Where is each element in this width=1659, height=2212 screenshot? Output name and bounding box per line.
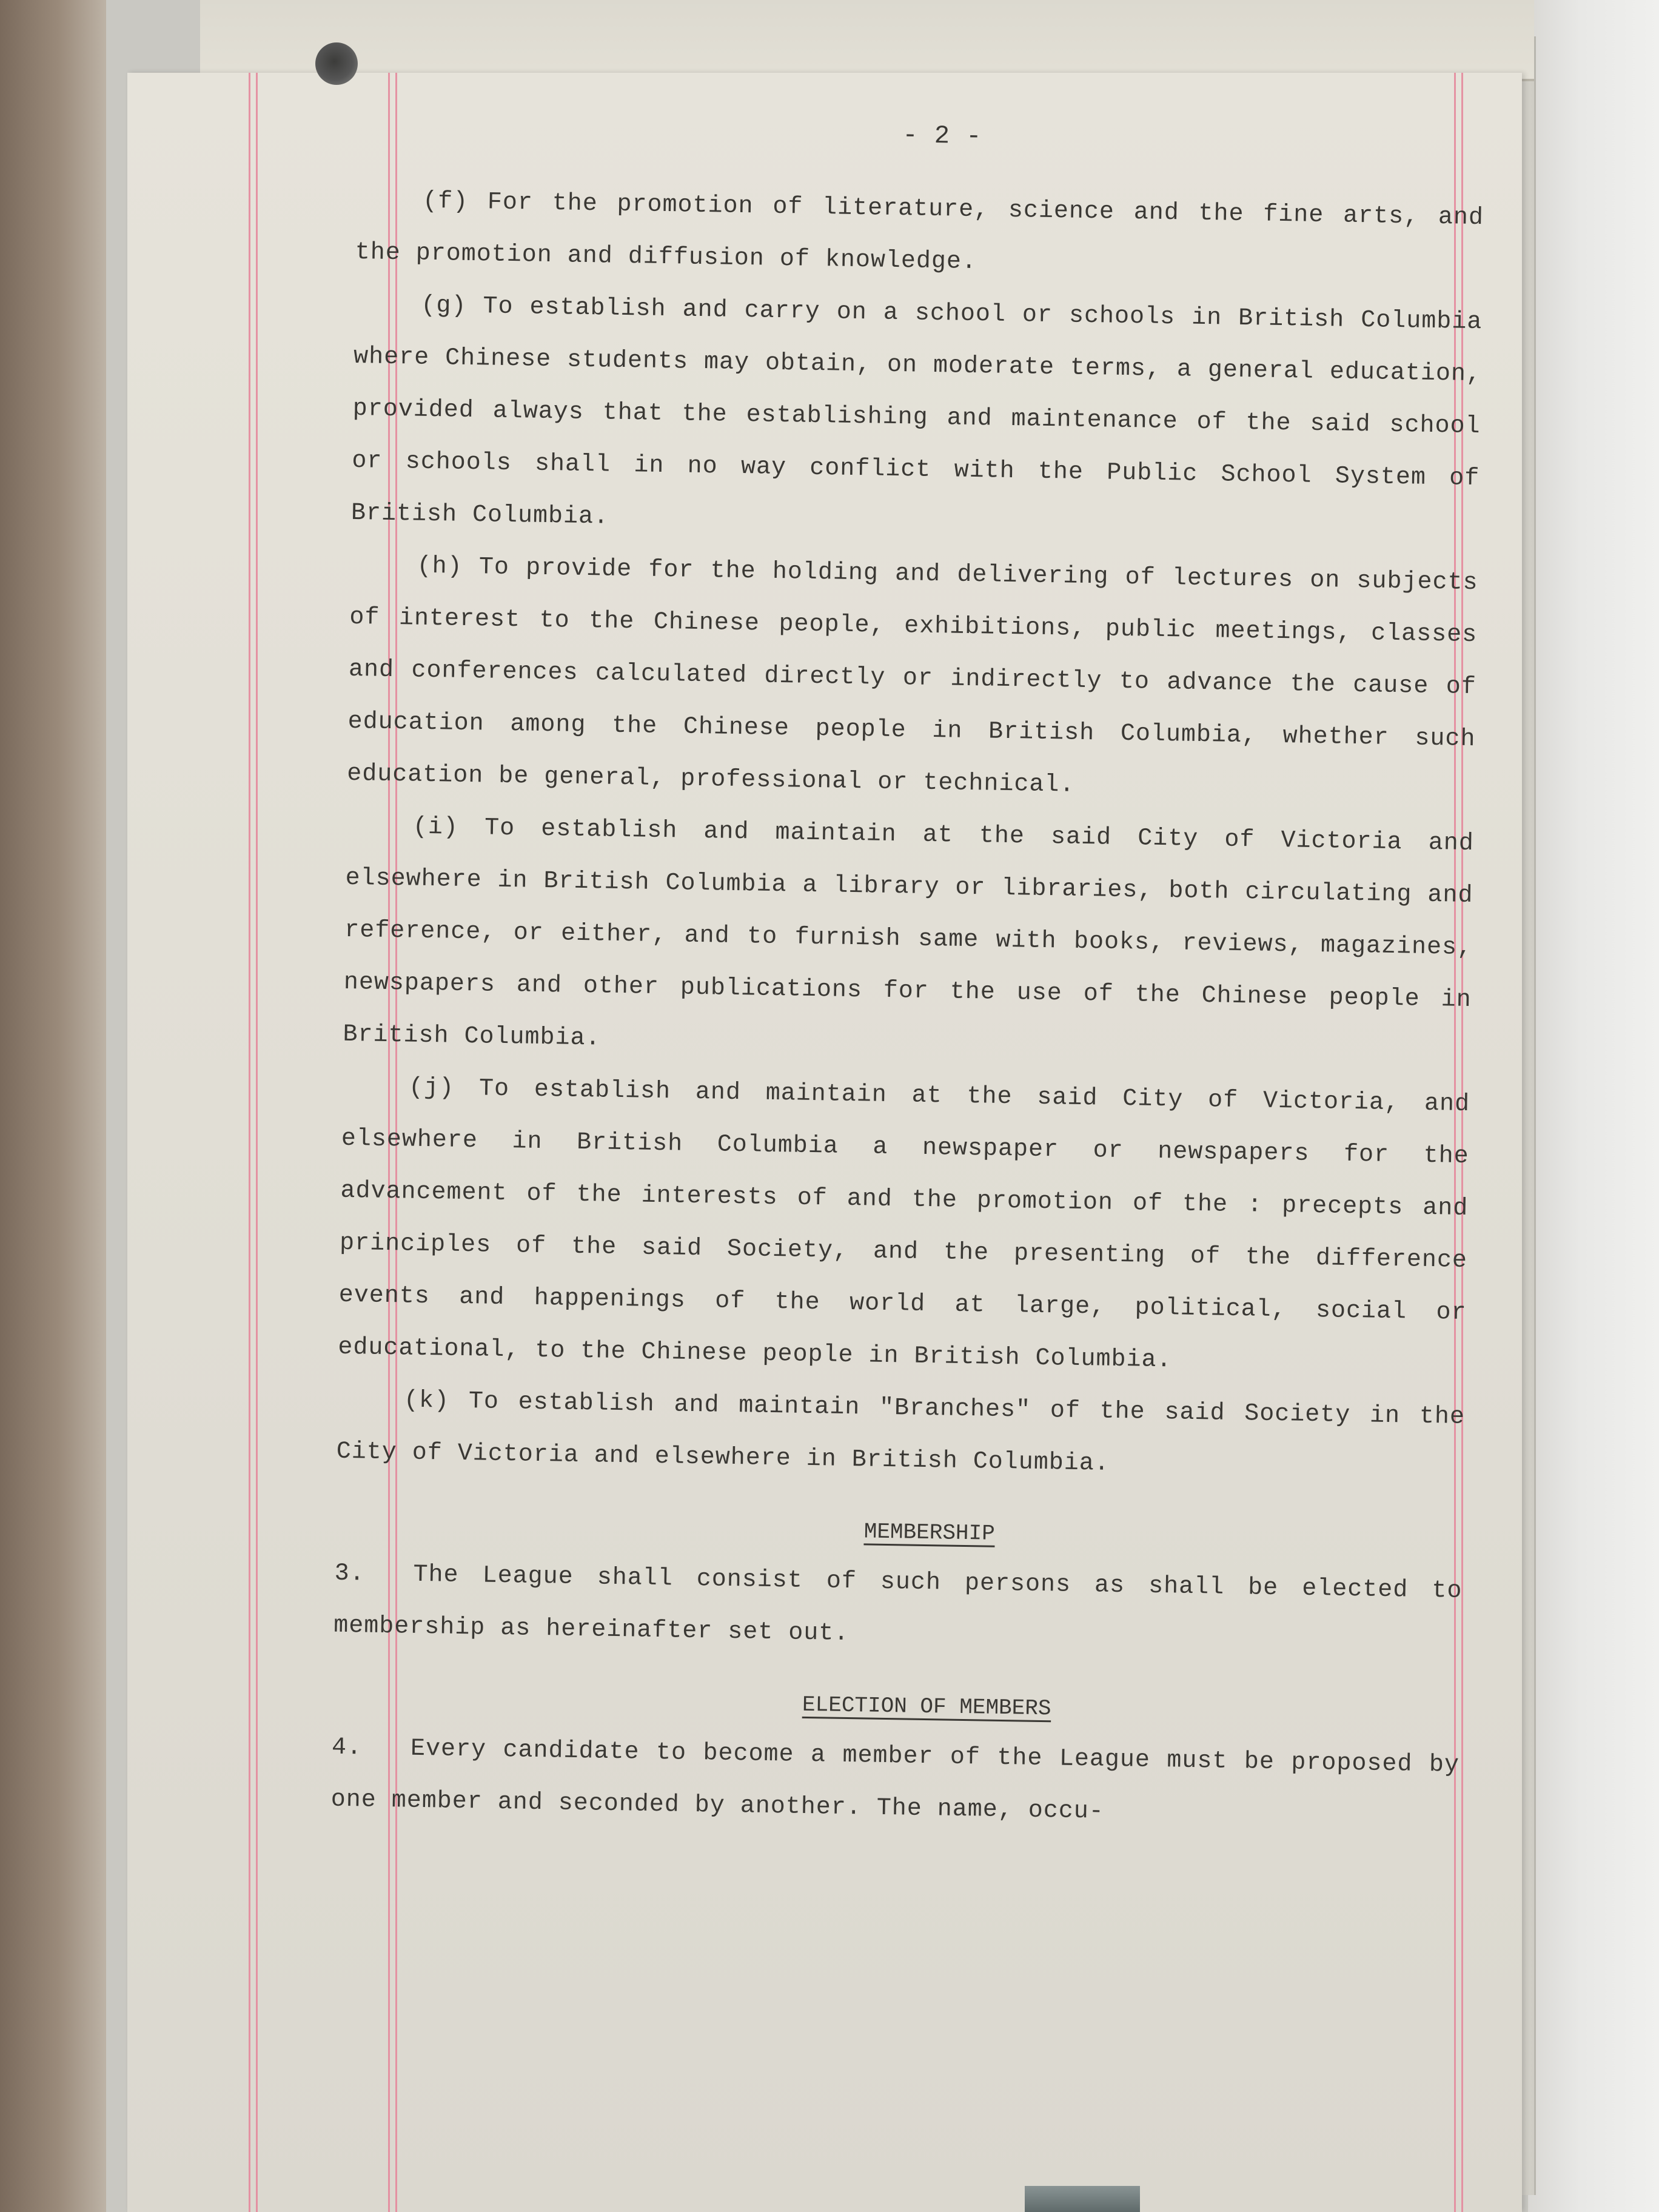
- section-heading-election: ELECTION OF MEMBERS: [802, 1692, 1051, 1721]
- paragraph-f-text: (f) For the promotion of literature, science and the fine arts, and the promotion and diffusion of knowledge.: [355, 187, 1484, 276]
- section-3-number: 3.: [334, 1560, 365, 1588]
- margin-rule-left-outer: [249, 73, 250, 2212]
- section-heading-membership: MEMBERSHIP: [863, 1519, 996, 1546]
- paragraph-i-text: (i) To establish and maintain at the said City of Victoria and elsewhere in British Columbia a library or libraries, both circulating and reference, or either, and to furnish same with books, reviews, magazines, newspapers and other publications for the use of the Chinese people in British Columbia.: [343, 813, 1475, 1053]
- paragraph-h-text: (h) To provide for the holding and delivering of lectures on subjects of interest to the Chinese people, exhibitions, public meetings, classes and conferences calculated directly or indirectly to advance the cause of education among the Chinese people in British Columbia, whether such education be general, professional or technical.: [346, 552, 1478, 799]
- margin-rule-left-outer-2: [256, 73, 258, 2212]
- section-4-text: Every candidate to become a member of the League must be proposed by one member and seconded by another. The name, occu-: [330, 1735, 1460, 1826]
- section-3-text: The League shall consist of such persons as shall be elected to membership as hereinafter set out.: [333, 1561, 1463, 1648]
- paragraph-i: [343, 800, 1475, 1079]
- desk-surface: [0, 0, 106, 2212]
- paragraph-k-text: (k) To establish and maintain "Branches" of the said Society in the City of Victoria and elsewhere in British Columbia.: [336, 1387, 1466, 1478]
- section-3: [333, 1548, 1463, 1670]
- paragraph-g-text: (g) To establish and carry on a school or schools in British Columbia where Chinese students may obtain, on moderate terms, a general education, provided always that the establishing and maintenance of the said school or schools shall in no way conflict with the Public School System of British Columbia.: [350, 292, 1483, 531]
- punch-hole: [315, 42, 358, 85]
- paragraph-k: [336, 1374, 1465, 1496]
- background-surface: [1528, 0, 1659, 2212]
- page-number: - 2 -: [902, 121, 982, 152]
- paragraph-h: [347, 540, 1479, 818]
- paragraph-g: [350, 279, 1483, 557]
- typed-text-block: [330, 91, 1486, 1844]
- paragraph-f: [355, 175, 1484, 297]
- section-4-number: 4.: [331, 1734, 363, 1762]
- paragraph-j-text: (j) To establish and maintain at the said City of Victoria, and elsewhere in British Columbia a newspaper or newspapers for the advancement of the interests of and the promotion of the : precepts and principles of the said Society, and the presenting of the difference events and happenings of the world at large, political, social or educational, to the Chinese people in British Columbia.: [338, 1074, 1470, 1375]
- previous-page-edge: [200, 0, 1534, 81]
- section-4: [330, 1722, 1460, 1844]
- binder-clip: [1025, 2186, 1140, 2212]
- paragraph-j: [338, 1061, 1470, 1392]
